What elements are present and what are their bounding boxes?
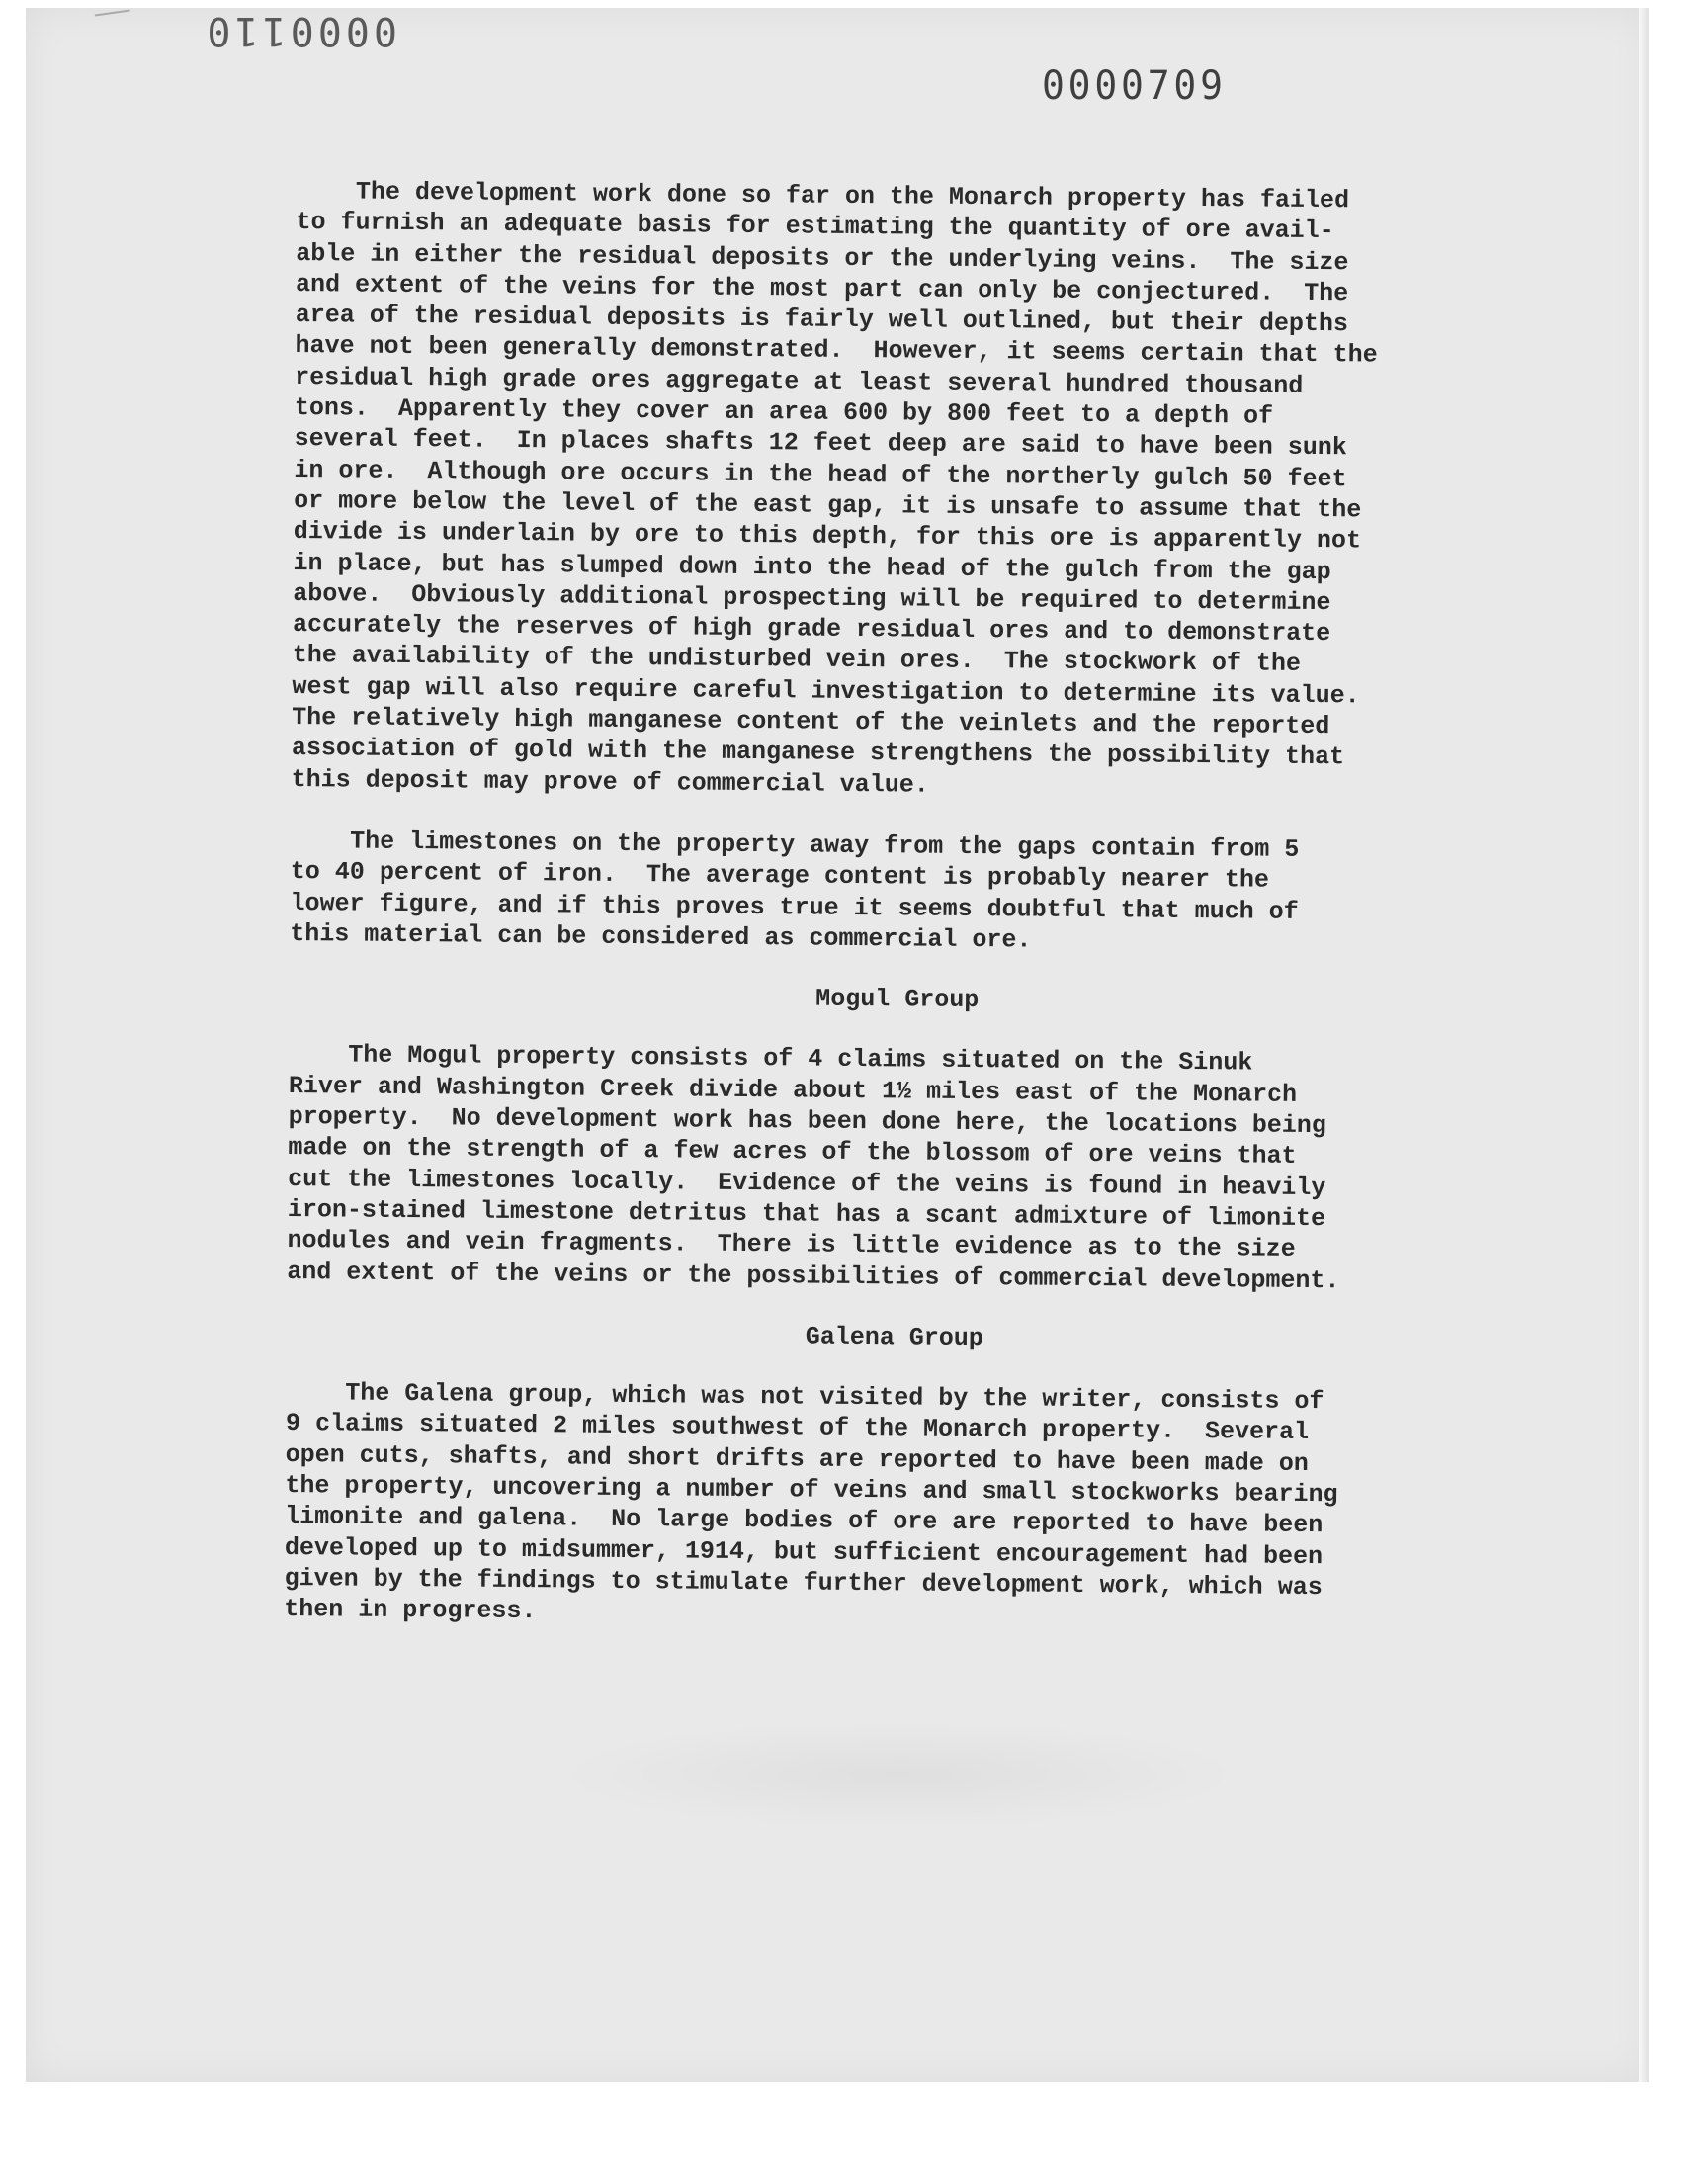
text-line: The limestones on the property away from the gaps contain from 5 — [291, 826, 1300, 864]
paragraph-galena — [284, 1377, 1501, 1635]
text-line: The Galena group, which was not visited by the writer, consists of — [286, 1378, 1324, 1417]
paragraph-monarch-development — [292, 176, 1512, 806]
text-line: tons. Apparently they cover an area 600 by 800 feet to a depth of — [294, 393, 1274, 431]
section-heading-galena: Galena Group — [805, 1322, 983, 1352]
document-number-right: 0000709 — [1042, 63, 1227, 109]
text-line: and extent of the veins for the most part can only be conjectured. The — [295, 269, 1349, 308]
section-heading-mogul: Mogul Group — [815, 984, 980, 1015]
text-line: west gap will also require careful investigation to determine its value. — [292, 671, 1360, 711]
text-line: 9 claims situated 2 miles southwest of the Monarch property. Several — [285, 1409, 1310, 1447]
bleed-through-smudge — [554, 1720, 1245, 1829]
text-line: have not been generally demonstrated. However, it seems certain that the — [295, 331, 1378, 371]
text-line: the availability of the undisturbed vein ores. The stockwork of the — [292, 641, 1302, 679]
text-line: nodules and vein fragments. There is little evidence as to the size — [287, 1226, 1296, 1264]
text-line: association of gold with the manganese strengthens the possibility that — [291, 734, 1345, 772]
text-line: accurately the reserves of high grade residual ores and to demonstrate — [292, 610, 1331, 649]
text-line: given by the findings to stimulate further development work, which was — [284, 1563, 1323, 1602]
text-line: iron-stained limestone detritus that has a scant admixture of limonite — [287, 1194, 1326, 1234]
text-line: able in either the residual deposits or the underlying veins. The size — [296, 238, 1349, 277]
text-line: made on the strength of a few acres of the blossom of ore veins that — [288, 1133, 1297, 1172]
document-body — [284, 176, 1512, 1635]
paragraph-mogul — [287, 1039, 1504, 1297]
text-line: then in progress. — [284, 1595, 537, 1626]
text-line: lower figure, and if this proves true it seems doubtful that much of — [290, 888, 1299, 926]
text-line: in ore. Although ore occurs in the head of the northerly gulch 50 feet — [294, 455, 1347, 493]
text-line: property. No development work has been done here, the locations being — [288, 1101, 1326, 1141]
text-line: this material can be considered as commercial ore. — [290, 918, 1032, 955]
text-line: to 40 percent of iron. The average content is probably nearer the — [290, 857, 1270, 895]
text-line: area of the residual deposits is fairly well outlined, but their depths — [295, 301, 1349, 339]
text-line: or more below the level of the east gap, it is unsafe to assume that the — [294, 485, 1362, 525]
text-line: several feet. In places shafts 12 feet deep are said to have been sunk — [294, 424, 1347, 463]
text-line: above. Obviously additional prospecting will be required to determine — [293, 578, 1331, 618]
text-line: The development work done so far on the Monarch property has failed — [296, 176, 1350, 216]
text-line: open cuts, shafts, and short drifts are reported to have been made on — [285, 1439, 1309, 1478]
text-line: in place, but has slumped down into the head of the gulch from the gap — [293, 548, 1331, 586]
text-line: River and Washington Creek divide about 1½ miles east of the Monarch — [288, 1071, 1298, 1109]
text-line: developed up to midsummer, 1914, but sufficient encouragement had been — [284, 1532, 1324, 1571]
text-line: divide is underlain by ore to this depth, for this ore is apparently not — [293, 517, 1362, 556]
text-line: to furnish an adequate basis for estimating the quantity of ore avail- — [296, 208, 1334, 246]
text-line: cut the limestones locally. Evidence of the veins is found in heavily — [288, 1164, 1326, 1202]
text-line: residual high grade ores aggregate at least several hundred thousand — [295, 362, 1304, 400]
text-line: and extent of the veins or the possibilities of commercial development. — [287, 1257, 1340, 1295]
paper-edge — [1639, 8, 1649, 2082]
document-number-left: 0000110 — [203, 8, 397, 53]
text-line: the property, uncovering a number of veins and small stockworks bearing — [285, 1470, 1338, 1510]
text-line: The Mogul property consists of 4 claims situated on the Sinuk — [289, 1040, 1253, 1078]
paragraph-limestones — [290, 826, 1506, 960]
text-line: this deposit may prove of commercial value. — [291, 764, 929, 800]
text-line: limonite and galena. No large bodies of ore are reported to have been — [285, 1502, 1324, 1540]
text-line: The relatively high manganese content of the veinlets and the reported — [292, 703, 1330, 741]
